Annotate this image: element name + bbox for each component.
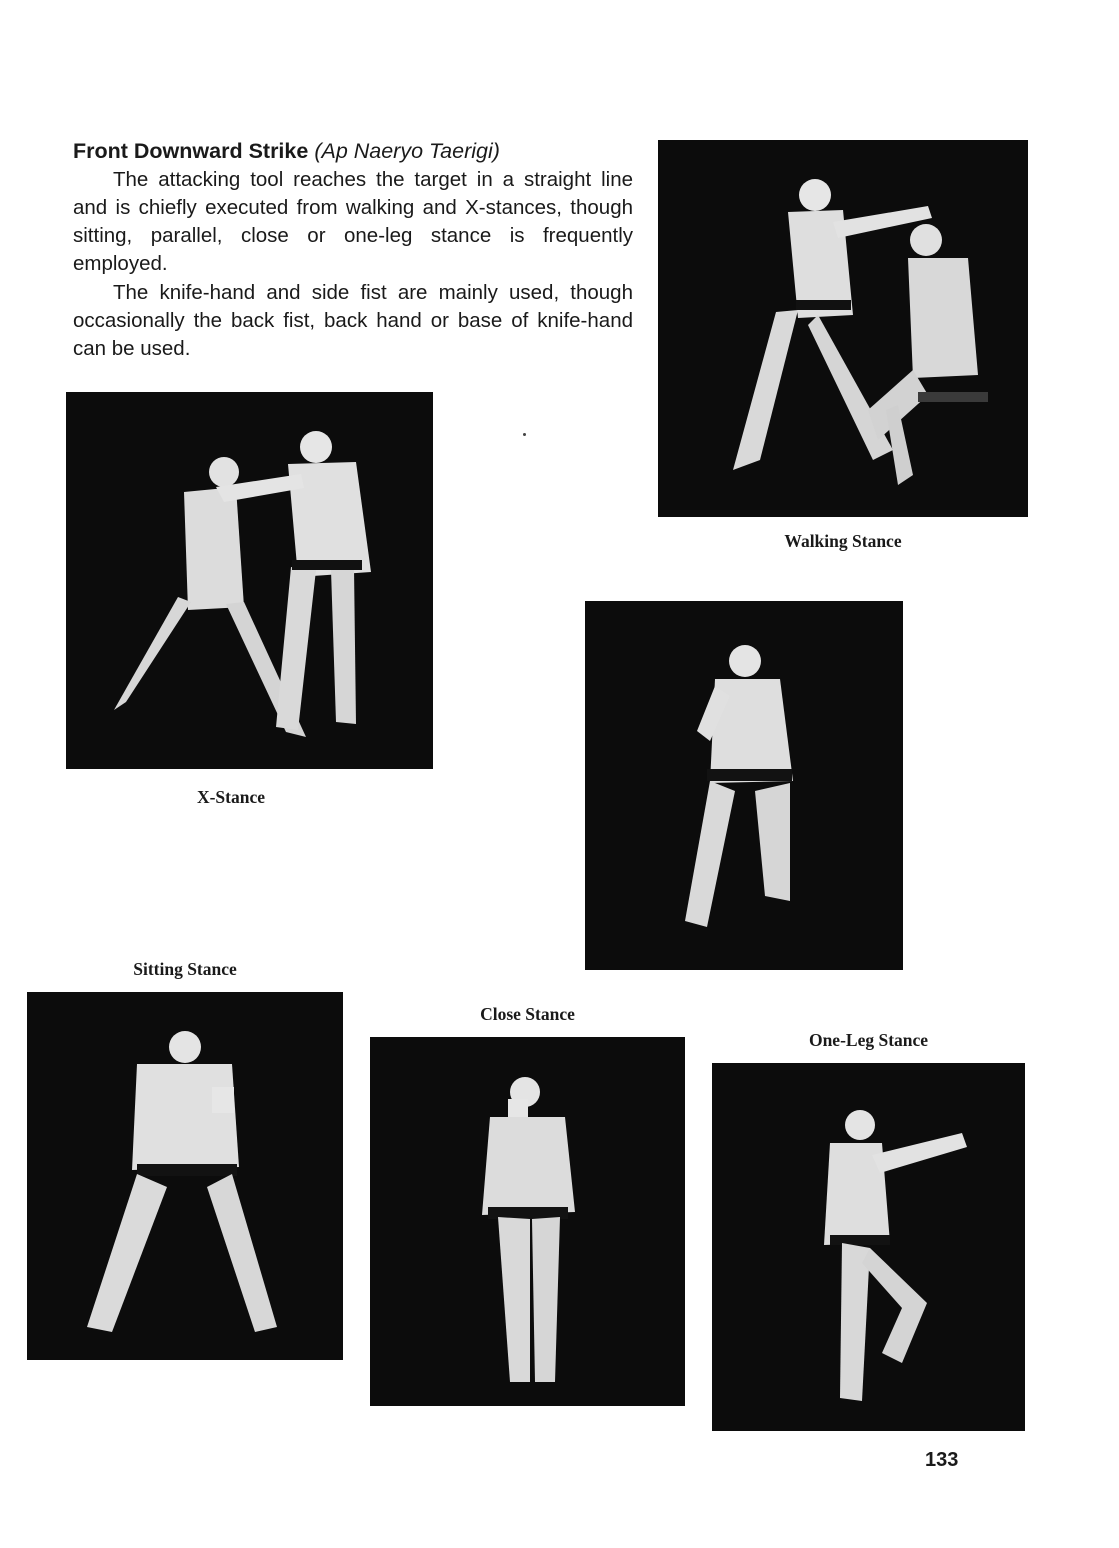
caption-x-stance: X-Stance: [196, 787, 266, 807]
close-stance-photo: [370, 1037, 685, 1406]
page-number: 133: [925, 1449, 959, 1471]
caption-close-stance: Close Stance: [480, 1004, 575, 1024]
x-stance-photo: [66, 392, 433, 769]
sitting-stance-photo: [27, 992, 343, 1360]
heading-title: Front Downward Strike: [73, 139, 309, 163]
print-speck: [523, 433, 526, 436]
caption-walking-stance: Walking Stance: [784, 531, 902, 551]
paragraph-1: The attacking tool reaches the target in a straight line and is chiefly executed from walking and X-stances, though sitting, parallel, close or one-leg stance is frequently employed.: [73, 168, 633, 275]
parallel-stance-photo: [585, 601, 903, 970]
walking-stance-photo: [658, 140, 1028, 517]
caption-sitting-stance: Sitting Stance: [133, 959, 237, 979]
caption-one-leg-stance: One-Leg Stance: [808, 1030, 929, 1050]
one-leg-stance-photo: [712, 1063, 1025, 1431]
paragraph-2: The knife-hand and side fist are mainly used, though occasionally the back fist, back hand or base of knife-hand can be used.: [73, 281, 633, 360]
heading-subtitle: (Ap Naeryo Taerigi): [314, 139, 500, 163]
section-heading: [73, 136, 648, 166]
